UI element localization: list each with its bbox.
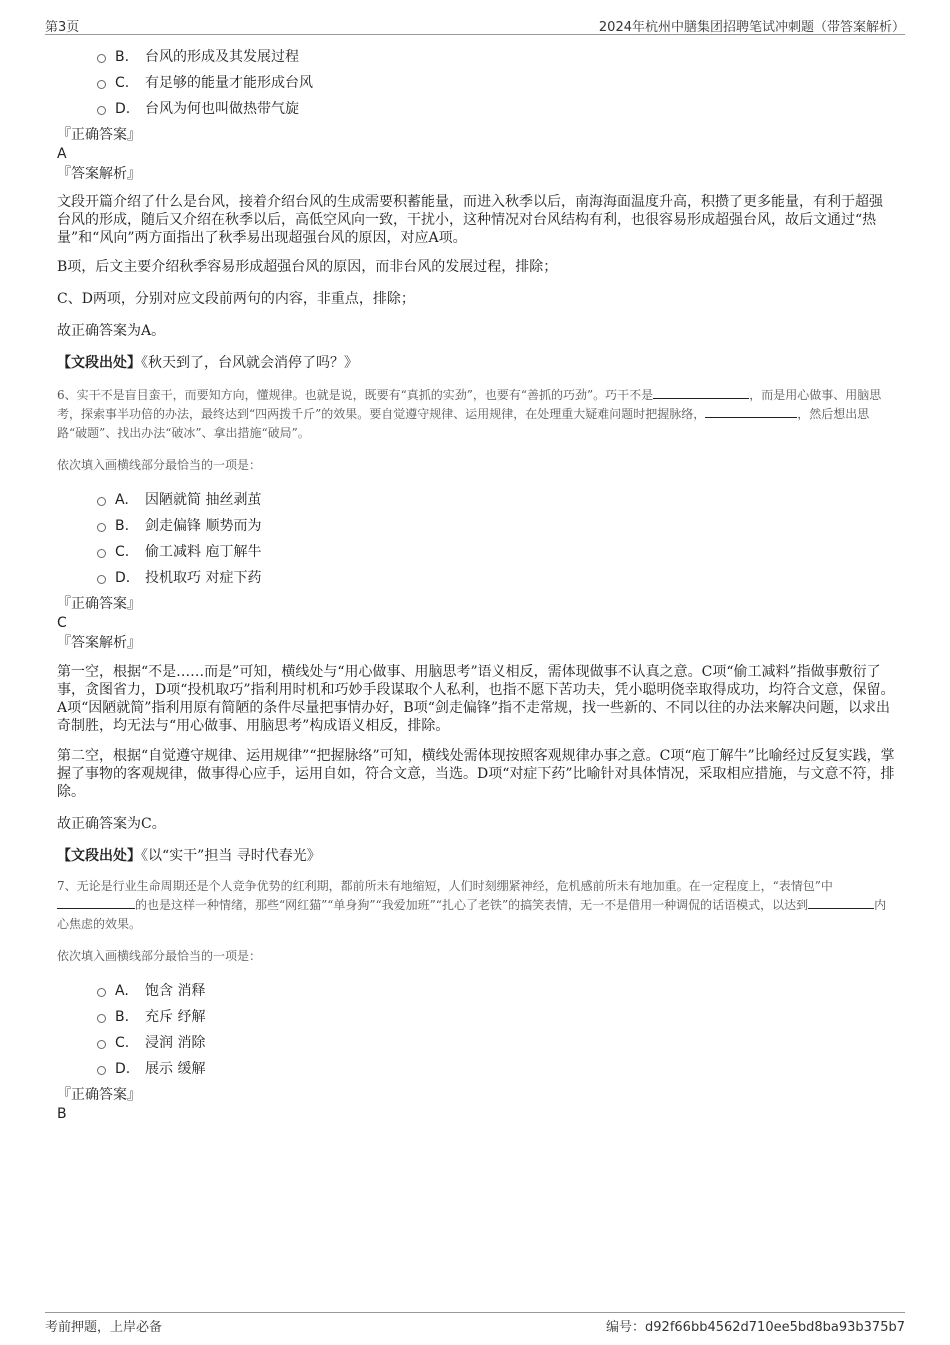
q5-options <box>57 44 895 122</box>
page-content <box>57 44 895 1124</box>
option-b[interactable]: B. 台风的形成及其发展过程 <box>57 44 895 70</box>
answer-label: 『正确答案』 <box>57 1087 141 1103</box>
answer-value: A <box>57 146 67 162</box>
q7-options <box>57 978 895 1082</box>
radio-icon[interactable] <box>97 1040 106 1049</box>
analysis-label: 『答案解析』 <box>57 635 141 651</box>
radio-icon[interactable] <box>97 523 106 532</box>
option-a[interactable]: A. 饱含 消释 <box>57 978 895 1004</box>
answer-value: B <box>57 1106 67 1122</box>
question-prompt: 依次填入画横线部分最恰当的一项是： <box>57 458 262 472</box>
answer-label: 『正确答案』 <box>57 596 141 612</box>
option-c[interactable]: C. 偷工减料 庖丁解牛 <box>57 539 895 565</box>
radio-icon[interactable] <box>97 1066 106 1075</box>
radio-icon[interactable] <box>97 54 106 63</box>
question-stem: 7、无论是行业生命周期还是个人竞争优势的红利期，都前所未有地缩短，人们时刻绷紧神经，危机感前所未有地加重。在一定程度上，“表情包”中的也是这样一种情绪，那些“网红猫”“单身狗”“我爱加班”“扎心了老铁”的搞笑表情，无一不是借用一种调侃的话语模式，以达到 内心焦虑的效果。 <box>57 879 887 931</box>
option-d[interactable]: D. 台风为何也叫做热带气旋 <box>57 96 895 122</box>
option-c[interactable]: C. 浸润 消除 <box>57 1030 895 1056</box>
radio-icon[interactable] <box>97 575 106 584</box>
analysis-paragraph: 第二空，根据“自觉遵守规律、运用规律”“把握脉络”可知，横线处需体现按照客观规律办事之意。C项“庖丁解牛”比喻经过反复实践，掌握了事物的客观规律，做事得心应手，运用自如，符合文意，当选。D项“对症下药”比喻针对具体情况，采取相应措施，与文意不符，排除。 <box>57 748 895 800</box>
radio-icon[interactable] <box>97 549 106 558</box>
code-label: 编号： <box>606 1320 646 1335</box>
radio-icon[interactable] <box>97 988 106 997</box>
document-title: 2024年杭州中膳集团招聘笔试冲刺题（带答案解析） <box>598 20 905 35</box>
analysis-paragraph: 文段开篇介绍了什么是台风，接着介绍台风的生成需要积蓄能量，而进入秋季以后，南海海面温度升高，积攒了更多能量，有利于超强台风的形成，随后又介绍在秋季以后，高低空风向一致，干扰小，这种情况对台风结构有利，也很容易形成超强台风，故后文通过“热量”和“风向”两方面指出了秋季易出现超强台风的原因，对应A项。 <box>57 194 883 246</box>
answer-blank <box>653 386 749 399</box>
analysis-paragraph: 故正确答案为C。 <box>57 816 166 832</box>
answer-label: 『正确答案』 <box>57 127 141 143</box>
radio-icon[interactable] <box>97 497 106 506</box>
source-line <box>57 354 895 372</box>
analysis-paragraph: C、D两项，分别对应文段前两句的内容，非重点，排除； <box>57 291 415 307</box>
question-prompt: 依次填入画横线部分最恰当的一项是： <box>57 949 262 963</box>
option-d[interactable]: D. 展示 缓解 <box>57 1056 895 1082</box>
answer-blank <box>808 896 874 909</box>
option-c[interactable]: C. 有足够的能量才能形成台风 <box>57 70 895 96</box>
source-label: 【文段出处】 <box>57 848 141 864</box>
source-line <box>57 847 895 865</box>
code-value: d92f66bb4562d710ee5bd8ba93b375b7 <box>645 1320 905 1335</box>
option-b[interactable]: B. 剑走偏锋 顺势而为 <box>57 513 895 539</box>
analysis-paragraph: 第一空，根据“不是……而是”可知，横线处与“用心做事、用脑思考”语义相反，需体现做事不认真之意。C项“偷工减料”指做事敷衍了事，贪图省力，D项“投机取巧”指利用时机和巧妙手段谋取个人私利，也指不愿下苦功夫，凭小聪明侥幸取得成功，均符合文意，保留。A项“因陋就简”指利用原有简陋的条件尽量把事情办好，B项“剑走偏锋”指不走常规，找一些新的、不同以往的办法来解决问题，以求出奇制胜，均无法与“用心做事、用脑思考”构成语义相反，排除。 <box>57 664 895 734</box>
document-code <box>606 1316 905 1335</box>
radio-icon[interactable] <box>97 1014 106 1023</box>
source-label: 【文段出处】 <box>57 355 141 371</box>
page-header <box>45 14 905 35</box>
page-footer <box>45 1312 905 1337</box>
q6-options <box>57 487 895 591</box>
page-number: 第3页 <box>45 20 80 35</box>
analysis-label: 『答案解析』 <box>57 166 141 182</box>
analysis-paragraph: B项，后文主要介绍秋季容易形成超强台风的原因，而非台风的发展过程，排除； <box>57 259 558 275</box>
analysis-paragraph: 故正确答案为A。 <box>57 323 166 339</box>
radio-icon[interactable] <box>97 106 106 115</box>
option-a[interactable]: A. 因陋就简 抽丝剥茧 <box>57 487 895 513</box>
option-d[interactable]: D. 投机取巧 对症下药 <box>57 565 895 591</box>
option-b[interactable]: B. 充斥 纾解 <box>57 1004 895 1030</box>
radio-icon[interactable] <box>97 80 106 89</box>
source-title: 《以“实干”担当 寻时代春光》 <box>141 848 321 864</box>
question-stem: 6、实干不是盲目蛮干，而要知方向，懂规律。也就是说，既要有“真抓的实劲”，也要有“善抓的巧劲”。巧干不是 ，而是用心做事、用脑思考，探索事半功倍的办法，最终达到“四两拨千斤”的效果。要自觉遵守规律、运用规律，在处理重大疑难问题时把握脉络， ，然后想出思路“破题”、找出办法“破冰”、拿出措施“破局”。 <box>57 388 882 440</box>
source-title: 《秋天到了，台风就会消停了吗？》 <box>141 355 358 371</box>
answer-blank <box>57 896 135 909</box>
answer-value: C <box>57 615 67 631</box>
footer-slogan: 考前押题，上岸必备 <box>45 1320 163 1335</box>
answer-blank <box>705 405 797 418</box>
